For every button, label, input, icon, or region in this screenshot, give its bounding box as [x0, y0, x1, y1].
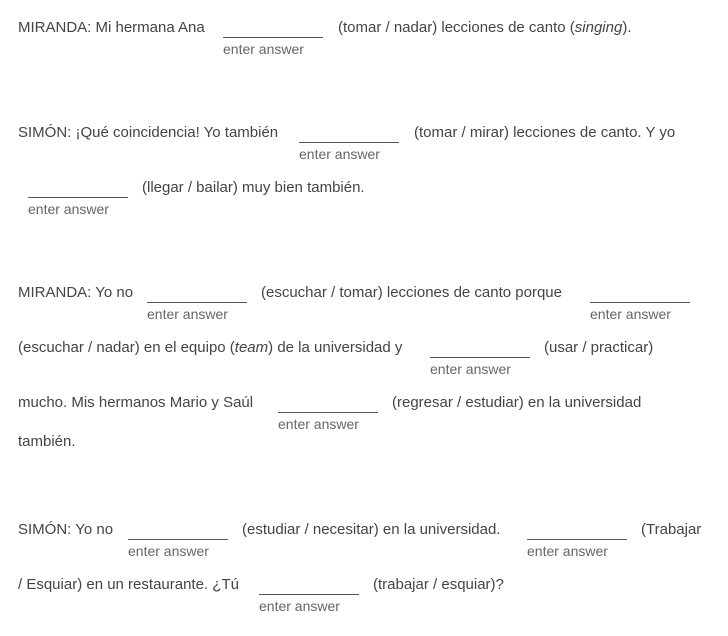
gloss-singing: singing [574, 19, 623, 36]
dialogue-line-simon-4-start: / Esquiar) en un restaurante. ¿Tú [18, 576, 239, 593]
answer-input-10[interactable] [259, 577, 359, 595]
answer-blank-1 [223, 20, 323, 58]
dialogue-line-simon-4-end: (trabajar / esquiar)? [373, 576, 504, 593]
answer-hint-5: enter answer [590, 306, 671, 322]
dialogue-line-simon-3-mid: (estudiar / necesitar) en la universidad. [242, 521, 501, 538]
dialogue-line-simon-2: (llegar / bailar) muy bien también. [142, 179, 365, 196]
dialogue-line-simon-1-start: SIMÓN: ¡Qué coincidencia! Yo también [18, 124, 279, 141]
dialogue-line-miranda-3-end: (usar / practicar) [544, 339, 654, 356]
answer-blank-2 [299, 125, 399, 163]
answer-input-5[interactable] [590, 285, 690, 303]
dialogue-line-miranda-3-start [18, 338, 402, 358]
dialogue-line-miranda-4-end: (regresar / estudiar) en la universidad [392, 394, 642, 411]
line-5-continuation: ) de la universidad y [268, 339, 403, 356]
answer-input-4[interactable] [147, 285, 247, 303]
answer-blank-4 [147, 285, 247, 323]
answer-input-1[interactable] [223, 20, 323, 38]
answer-hint-6: enter answer [430, 361, 511, 377]
line-1-closing: ). [622, 19, 632, 36]
answer-hint-3: enter answer [28, 201, 109, 217]
answer-input-7[interactable] [278, 395, 378, 413]
answer-hint-4: enter answer [147, 306, 228, 322]
answer-hint-9: enter answer [527, 543, 608, 559]
answer-blank-9 [527, 522, 627, 560]
dialogue-line-miranda-2-start: MIRANDA: Yo no [18, 284, 134, 301]
dialogue-line-simon-1-end: (tomar / mirar) lecciones de canto. Y yo [414, 124, 676, 141]
answer-input-2[interactable] [299, 125, 399, 143]
answer-input-3[interactable] [28, 180, 128, 198]
answer-blank-3 [28, 180, 128, 218]
answer-input-6[interactable] [430, 340, 530, 358]
dialogue-line-miranda-2-mid: (escuchar / tomar) lecciones de canto porque [261, 284, 562, 301]
answer-blank-7 [278, 395, 378, 433]
answer-hint-2: enter answer [299, 146, 380, 162]
answer-input-9[interactable] [527, 522, 627, 540]
answer-blank-6 [430, 340, 530, 378]
answer-blank-5 [590, 285, 690, 323]
dialogue-line-simon-3-start: SIMÓN: Yo no [18, 521, 114, 538]
dialogue-line-miranda-4-start: mucho. Mis hermanos Mario y Saúl [18, 394, 254, 411]
answer-hint-1: enter answer [223, 41, 304, 57]
answer-input-8[interactable] [128, 522, 228, 540]
dialogue-line-miranda-1-start: MIRANDA: Mi hermana Ana [18, 19, 205, 36]
verb-options-1: (tomar / nadar) lecciones de canto ( [338, 19, 575, 36]
answer-hint-10: enter answer [259, 598, 340, 614]
dialogue-line-simon-3-end: (Trabajar [641, 521, 702, 538]
answer-hint-7: enter answer [278, 416, 359, 432]
answer-hint-8: enter answer [128, 543, 209, 559]
answer-blank-8 [128, 522, 228, 560]
answer-blank-10 [259, 577, 359, 615]
gloss-team: team [234, 339, 269, 356]
verb-options-5: (escuchar / nadar) en el equipo ( [18, 339, 235, 356]
dialogue-line-miranda-5: también. [18, 433, 76, 450]
dialogue-line-miranda-1-end [338, 18, 632, 38]
